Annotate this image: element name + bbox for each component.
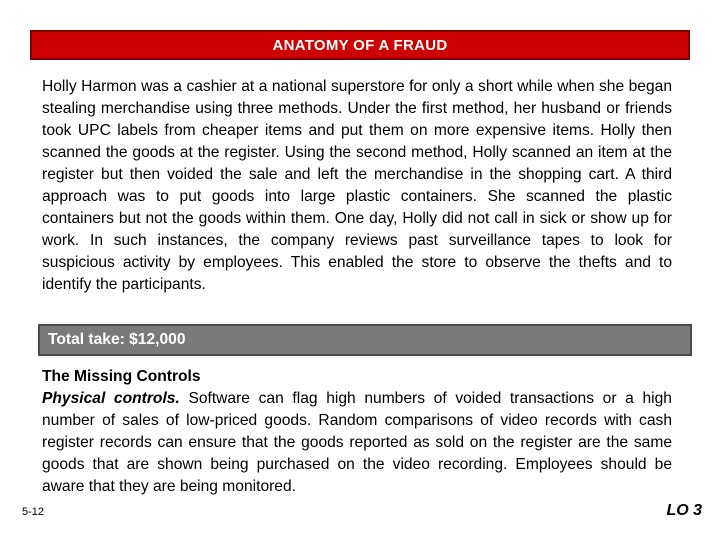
missing-controls-section [42,366,672,498]
missing-controls-heading: The Missing Controls [42,368,201,385]
fraud-story-paragraph: Holly Harmon was a cashier at a national superstore for only a short while when she began stealing merchandise using three methods. Under the first method, her husband or friends took UPC labels from cheaper items and put them on more expensive items. Holly then scanned the goods at the register. Using the second method, Holly scanned an item at the register but then voided the sale and left the merchandise in the shopping cart. A third approach was to put goods into large plastic containers. She scanned the plastic containers but not the goods within them. One day, Holly did not call in sick or show up for work. In such instances, the company reviews past surveillance tapes to look for suspicious activity by employees. This enabled the store to observe the thefts and to identify the participants. [42,78,672,293]
total-take-bar [38,324,692,356]
learning-objective-label: LO 3 [666,502,702,519]
slide-title: ANATOMY OF A FRAUD [272,36,448,54]
total-take-text: Total take: $12,000 [48,331,186,348]
physical-controls-paragraph [42,388,672,498]
title-bar [30,30,690,60]
page-number: 5-12 [22,506,45,518]
physical-controls-text: Software can flag high numbers of voided transactions or a high number of sales of low-priced goods. Random comparisons of video records with cash register records can ensure that the goods reported as sold on the register are the same goods that are shown being purchased on the video recording. Employees should be aware that they are being monitored. [42,390,672,495]
physical-controls-label: Physical controls. [42,390,180,407]
